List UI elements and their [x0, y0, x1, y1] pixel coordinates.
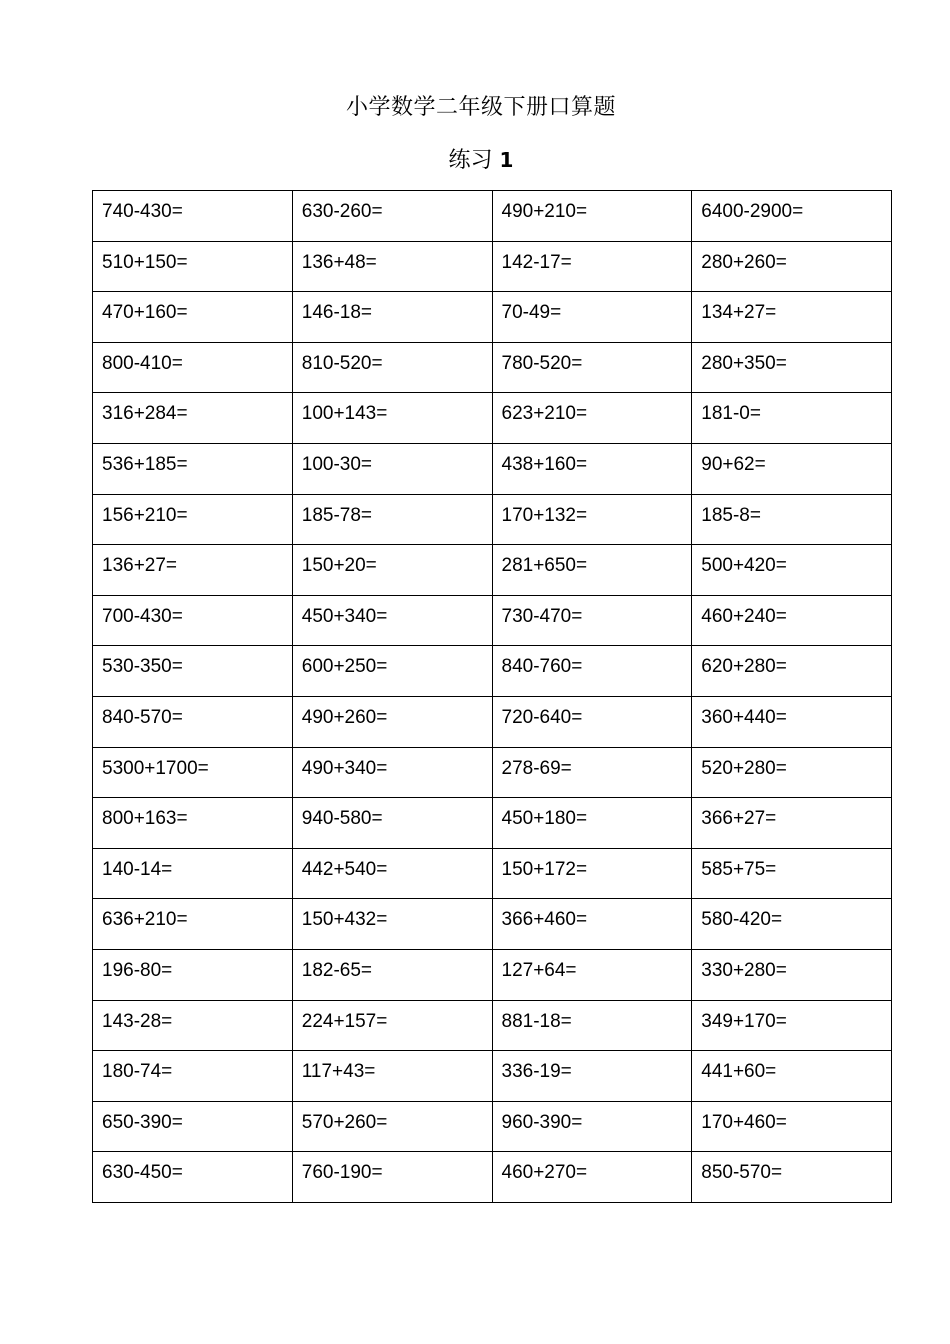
problem-cell: 140-14= — [93, 848, 293, 899]
problem-cell: 442+540= — [292, 848, 492, 899]
problem-cell: 5300+1700= — [93, 747, 293, 798]
problem-cell: 70-49= — [492, 292, 692, 343]
problem-cell: 460+240= — [692, 595, 892, 646]
problem-cell: 470+160= — [93, 292, 293, 343]
problem-cell: 500+420= — [692, 545, 892, 596]
problem-cell: 520+280= — [692, 747, 892, 798]
problem-cell: 840-570= — [93, 696, 293, 747]
problem-cell: 450+340= — [292, 595, 492, 646]
problem-cell: 316+284= — [93, 393, 293, 444]
problem-cell: 349+170= — [692, 1000, 892, 1051]
problem-cell: 800-410= — [93, 342, 293, 393]
problem-cell: 366+27= — [692, 798, 892, 849]
problem-table — [92, 190, 892, 1203]
exercise-label: 练习 — [448, 148, 493, 173]
problem-cell: 800+163= — [93, 798, 293, 849]
problem-cell: 780-520= — [492, 342, 692, 393]
problem-cell: 185-78= — [292, 494, 492, 545]
problem-cell: 336-19= — [492, 1051, 692, 1102]
problem-cell: 960-390= — [492, 1101, 692, 1152]
problem-cell: 720-640= — [492, 696, 692, 747]
problem-cell: 630-260= — [292, 191, 492, 242]
problem-cell: 142-17= — [492, 241, 692, 292]
exercise-number: 1 — [499, 148, 514, 172]
problem-cell: 330+280= — [692, 949, 892, 1000]
problem-cell: 810-520= — [292, 342, 492, 393]
problem-cell: 490+210= — [492, 191, 692, 242]
problem-cell: 136+48= — [292, 241, 492, 292]
problem-cell: 185-8= — [692, 494, 892, 545]
problem-cell: 441+60= — [692, 1051, 892, 1102]
problem-cell: 90+62= — [692, 443, 892, 494]
problem-cell: 146-18= — [292, 292, 492, 343]
table-row — [93, 545, 892, 596]
problem-cell: 143-28= — [93, 1000, 293, 1051]
problem-cell: 620+280= — [692, 646, 892, 697]
problem-cell: 280+260= — [692, 241, 892, 292]
table-row — [93, 292, 892, 343]
problem-cell: 740-430= — [93, 191, 293, 242]
table-row — [93, 494, 892, 545]
problem-cell: 450+180= — [492, 798, 692, 849]
problem-cell: 280+350= — [692, 342, 892, 393]
table-row — [93, 899, 892, 950]
problem-cell: 850-570= — [692, 1152, 892, 1203]
table-row — [93, 191, 892, 242]
problem-cell: 530-350= — [93, 646, 293, 697]
problem-cell: 127+64= — [492, 949, 692, 1000]
page-title: 小学数学二年级下册口算题 — [345, 95, 616, 120]
problem-cell: 700-430= — [93, 595, 293, 646]
table-row — [93, 747, 892, 798]
table-row — [93, 1152, 892, 1203]
table-row — [93, 393, 892, 444]
table-row — [93, 1051, 892, 1102]
problem-cell: 490+260= — [292, 696, 492, 747]
problem-cell: 6400-2900= — [692, 191, 892, 242]
problem-cell: 510+150= — [93, 241, 293, 292]
problem-cell: 150+432= — [292, 899, 492, 950]
problem-cell: 570+260= — [292, 1101, 492, 1152]
problem-cell: 580-420= — [692, 899, 892, 950]
table-row — [93, 241, 892, 292]
problem-cell: 156+210= — [93, 494, 293, 545]
problem-cell: 460+270= — [492, 1152, 692, 1203]
problem-cell: 623+210= — [492, 393, 692, 444]
table-row — [93, 1000, 892, 1051]
table-row — [93, 443, 892, 494]
table-row — [93, 1101, 892, 1152]
problem-cell: 170+460= — [692, 1101, 892, 1152]
table-row — [93, 949, 892, 1000]
table-row — [93, 848, 892, 899]
table-row — [93, 646, 892, 697]
problem-cell: 438+160= — [492, 443, 692, 494]
problem-cell: 182-65= — [292, 949, 492, 1000]
problem-cell: 196-80= — [93, 949, 293, 1000]
problem-cell: 840-760= — [492, 646, 692, 697]
problem-cell: 170+132= — [492, 494, 692, 545]
problem-cell: 536+185= — [93, 443, 293, 494]
problem-cell: 134+27= — [692, 292, 892, 343]
table-row — [93, 342, 892, 393]
table-row — [93, 798, 892, 849]
problem-cell: 940-580= — [292, 798, 492, 849]
problem-cell: 117+43= — [292, 1051, 492, 1102]
problem-cell: 730-470= — [492, 595, 692, 646]
problem-cell: 881-18= — [492, 1000, 692, 1051]
problem-cell: 630-450= — [93, 1152, 293, 1203]
problem-cell: 150+20= — [292, 545, 492, 596]
problem-cell: 281+650= — [492, 545, 692, 596]
problem-cell: 360+440= — [692, 696, 892, 747]
problem-cell: 650-390= — [93, 1101, 293, 1152]
problem-cell: 278-69= — [492, 747, 692, 798]
exercise-heading — [0, 143, 950, 178]
problem-cell: 181-0= — [692, 393, 892, 444]
table-row — [93, 595, 892, 646]
problem-cell: 100-30= — [292, 443, 492, 494]
problem-cell: 180-74= — [93, 1051, 293, 1102]
problem-cell: 490+340= — [292, 747, 492, 798]
table-row — [93, 696, 892, 747]
problem-cell: 585+75= — [692, 848, 892, 899]
problem-cell: 224+157= — [292, 1000, 492, 1051]
problem-cell: 600+250= — [292, 646, 492, 697]
problem-table-body — [93, 191, 892, 1203]
problem-cell: 636+210= — [93, 899, 293, 950]
problem-cell: 760-190= — [292, 1152, 492, 1203]
problem-cell: 100+143= — [292, 393, 492, 444]
problem-cell: 366+460= — [492, 899, 692, 950]
problem-cell: 136+27= — [93, 545, 293, 596]
problem-cell: 150+172= — [492, 848, 692, 899]
